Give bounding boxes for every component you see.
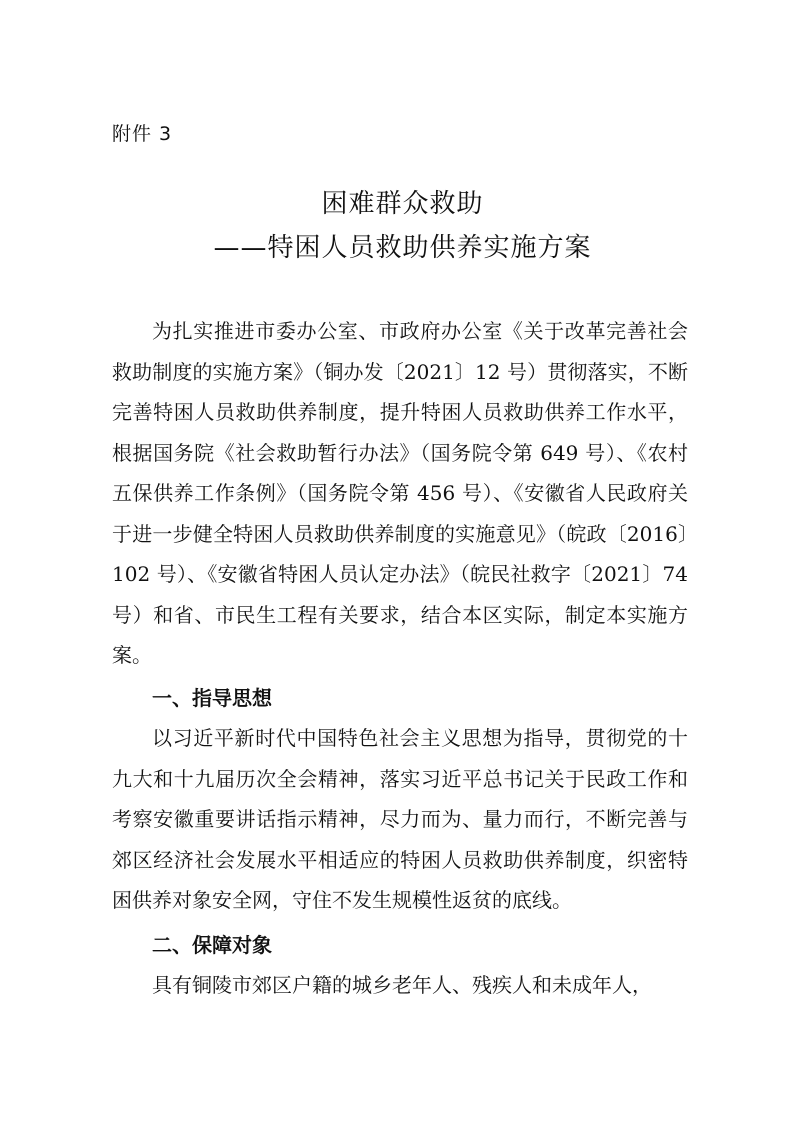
section2-paragraph: 具有铜陵市郊区户籍的城乡老年人、残疾人和未成年人， xyxy=(152,973,652,997)
section1-paragraph: 以习近平新时代中国特色社会主义思想为指导，贯彻党的十九大和十九届历次全会精神，落实习近平总书记关于民政工作和考察安徽重要讲话指示精神，尽力而为、量力而行，不断完善与郊区经济社会发展水平相适应的特困人员救助供养制度，织密特困供养对象安全网，守住不发生规模性返贫的底线。 xyxy=(112,726,688,912)
section-heading-guiding-ideology: 一、指导思想 xyxy=(152,686,272,710)
section1-paragraph-block xyxy=(112,718,688,921)
section2-paragraph-block xyxy=(112,965,688,1006)
intro-paragraph-block xyxy=(112,311,688,676)
attachment-label: 附件 3 xyxy=(112,123,173,145)
section-heading-beneficiaries: 二、保障对象 xyxy=(152,933,272,957)
document-subtitle: ——特困人员救助供养实施方案 xyxy=(213,233,592,263)
intro-paragraph: 为扎实推进市委办公室、市政府办公室《关于改革完善社会救助制度的实施方案》（铜办发〔2021〕12 号）贯彻落实，不断完善特困人员救助供养制度，提升特困人员救助供养工作水平，根据国务院《社会救助暂行办法》（国务院令第 649 号）、《农村五保供养工作条例》（国务院令第 456 号）、《安徽省人民政府关于进一步健全特困人员救助供养制度的实施意见》（皖政〔2016〕102 号）、《安徽省特困人员认定办法》（皖民社救字〔2021〕74 号）和省、市民生工程有关要求，结合本区实际，制定本实施方案。 xyxy=(112,319,688,667)
document-title: 困难群众救助 xyxy=(321,189,484,219)
